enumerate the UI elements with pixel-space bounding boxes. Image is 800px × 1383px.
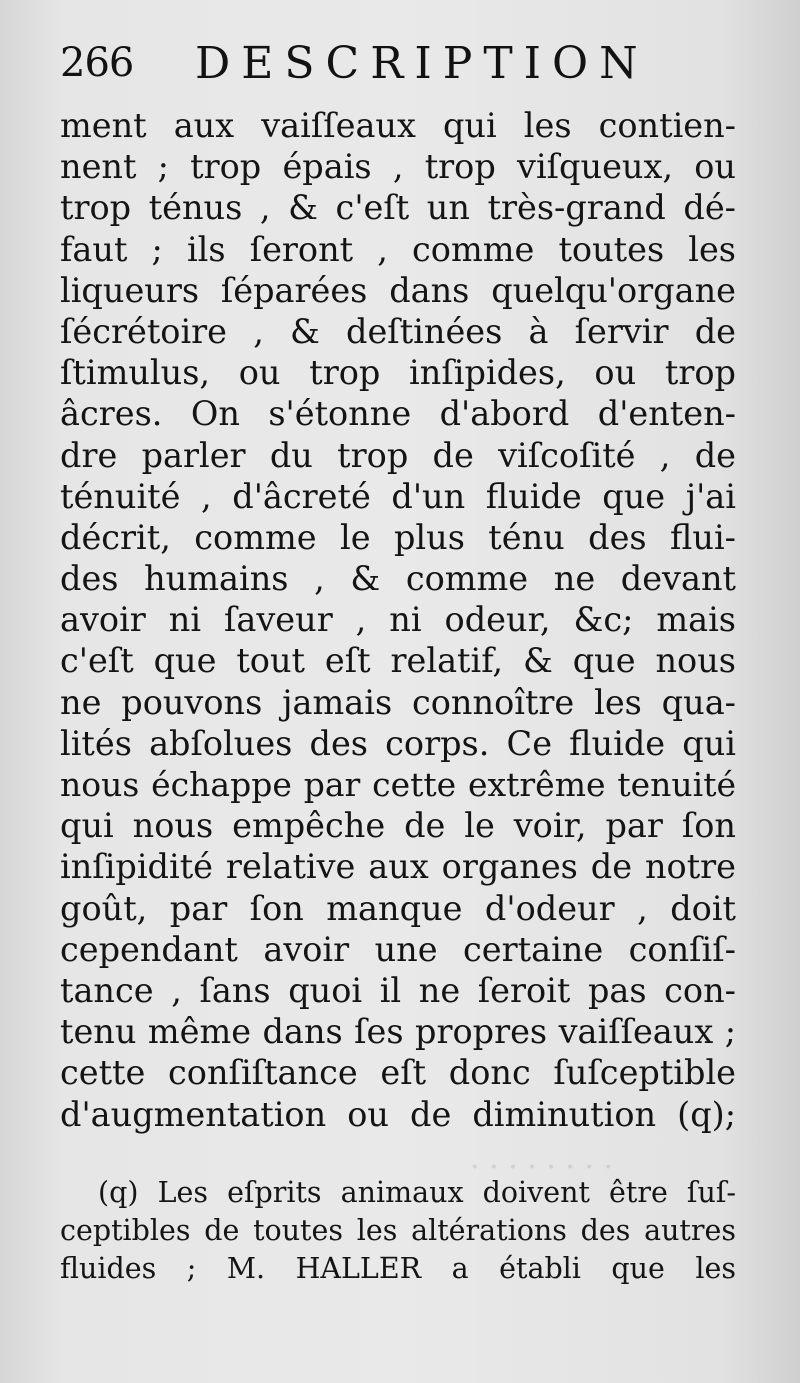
text-line: cette conſiſtance eſt donc ſuſceptible (60, 1053, 736, 1093)
footnote (60, 1174, 736, 1288)
text-line: lités abſolues des corps. Ce fluide qui (60, 723, 736, 763)
text-line: avoir ni ſaveur , ni odeur, &c; mais (60, 600, 736, 640)
text-line: nous échappe par cette extrême tenuité (60, 765, 736, 804)
text-line: d'augmentation ou de diminution (q); (60, 1094, 736, 1134)
text-line: c'eſt que tout eſt relatif, & que nous (60, 641, 736, 681)
page-header (60, 38, 740, 88)
page-number: 266 (60, 40, 134, 86)
text-line: cependant avoir une certaine conſiſ- (60, 929, 736, 969)
text-line: ténuité , d'âcreté d'un fluide que j'ai (60, 476, 736, 516)
footnote-line: fluides ; M. HALLER a établi que les (60, 1252, 736, 1285)
text-line: des humains , & comme ne devant (60, 559, 736, 599)
text-line: dre parler du trop de viſcoſité , de (60, 435, 736, 475)
text-line: âcres. On s'étonne d'abord d'enten- (60, 394, 736, 434)
text-line: tance , ſans quoi il ne ſeroit pas con- (60, 970, 736, 1010)
footnote-line: (q) Les eſprits animaux doivent être ſuſ- (98, 1176, 736, 1209)
text-line: trop ténus , & c'eſt un très-grand dé- (60, 188, 736, 228)
text-line: décrit, comme le plus ténu des flui- (60, 517, 736, 557)
footnote-line: ceptibles de toutes les altérations des autres (60, 1214, 736, 1247)
running-head: DESCRIPTION (195, 38, 649, 89)
text-line: ſécrétoire , & deſtinées à ſervir de (60, 311, 736, 351)
text-line: ne pouvons jamais connoître les qua- (60, 682, 736, 722)
text-line: qui nous empêche de le voir, par ſon (60, 806, 736, 846)
text-line: ment aux vaiſſeaux qui les contien- (60, 106, 736, 145)
text-line: nent ; trop épais , trop viſqueux, ou (60, 147, 736, 187)
text-line: inſipidité relative aux organes de notre (60, 847, 736, 887)
text-line: tenu même dans ſes propres vaiſſeaux ; (60, 1012, 736, 1052)
bleed-through-text: · · · · · · · · (470, 1150, 614, 1185)
text-line: ſtimulus, ou trop inſipides, ou trop (60, 353, 736, 393)
text-line: faut ; ils ſeront , comme toutes les (60, 229, 736, 269)
text-line: goût, par ſon manque d'odeur , doit (60, 888, 736, 928)
main-text (60, 105, 736, 1135)
text-line: liqueurs ſéparées dans quelqu'organe (60, 270, 736, 310)
